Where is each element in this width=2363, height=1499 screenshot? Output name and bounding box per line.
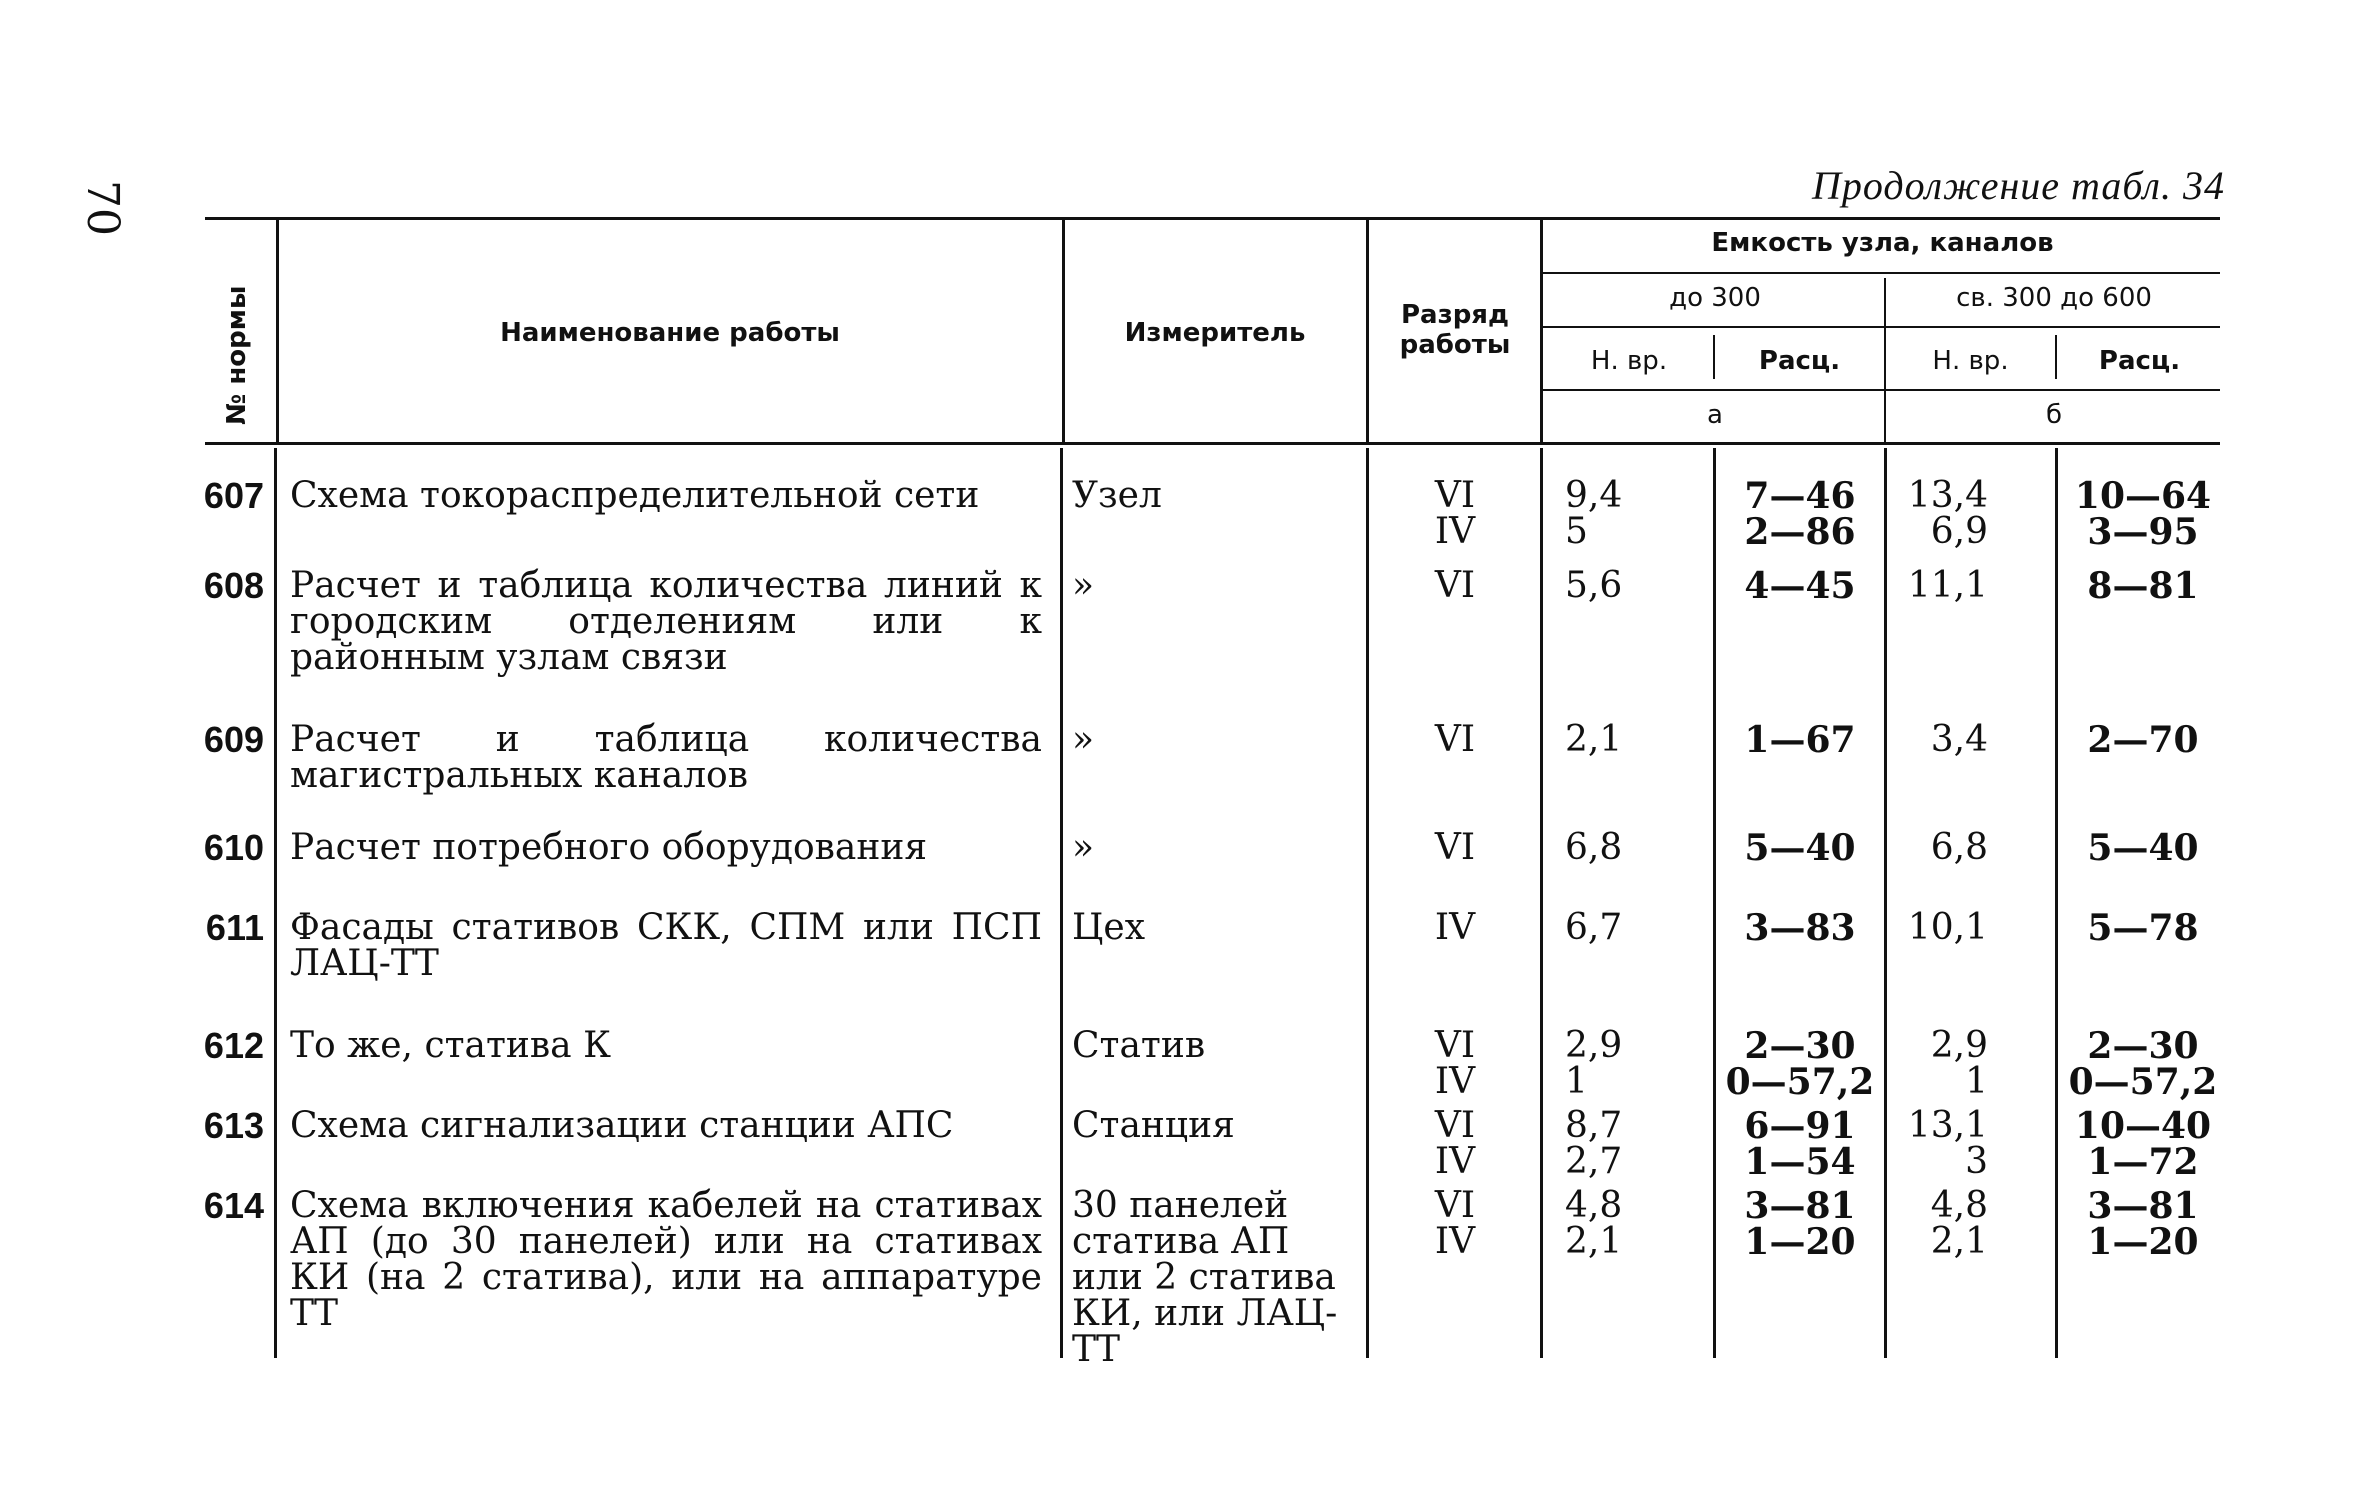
group-rule xyxy=(1542,326,2220,328)
header-divider xyxy=(276,220,279,442)
row-610-a-rate: 5—40 xyxy=(1744,827,1856,869)
row-613-unit: Станция xyxy=(1072,1105,1235,1146)
capacity-rule xyxy=(1542,272,2220,274)
header-group-a: до 300 xyxy=(1669,283,1761,313)
row-607-grade: VI IV xyxy=(1434,475,1476,552)
row-609-a-time: 2,1 xyxy=(1565,719,1623,760)
header-b-rate: Расц. xyxy=(2098,346,2181,376)
row-614-b-rate: 3—81 1—20 xyxy=(2087,1185,2199,1263)
row-611-b-time: 10,1 xyxy=(1907,907,1988,948)
row-607-no: 607 xyxy=(203,475,264,516)
header-norm-number: № нормы xyxy=(222,285,252,425)
row-608-unit: » xyxy=(1072,565,1095,606)
row-607-unit: Узел xyxy=(1072,475,1162,516)
row-614-a-rate: 3—81 1—20 xyxy=(1744,1185,1856,1263)
row-610-a-time: 6,8 xyxy=(1565,827,1623,868)
body-divider xyxy=(1884,448,1887,1358)
header-work-name: Наименование работы xyxy=(500,318,840,348)
row-611-name: Фасады стативов СКК, СПМ или ПСП ЛАЦ-ТТ xyxy=(290,907,1042,984)
row-614-a-time: 4,8 2,1 xyxy=(1565,1185,1623,1262)
header-capacity: Емкость узла, каналов xyxy=(1711,228,2054,258)
row-611-unit: Цех xyxy=(1072,907,1146,948)
header-divider xyxy=(2055,335,2057,379)
row-614-name: Схема включения кабелей на стативах АП (до 30 панелей) или на стативах КИ (на 2 статива), или на аппаратуре ТТ xyxy=(290,1185,1042,1334)
row-608-a-time: 5,6 xyxy=(1565,565,1623,606)
row-611-no: 611 xyxy=(205,907,264,948)
row-614-unit: 30 панелей статива АП или 2 статива КИ, или ЛАЦ-ТТ xyxy=(1072,1185,1338,1370)
subheader-rule xyxy=(1542,389,2220,391)
header-a-rate: Расц. xyxy=(1758,346,1841,376)
row-607-b-rate: 10—64 3—95 xyxy=(2074,475,2212,553)
row-613-b-rate: 10—40 1—72 xyxy=(2074,1105,2212,1183)
header-divider xyxy=(1713,335,1715,379)
row-612-b-time: 2,9 1 xyxy=(1930,1025,1988,1102)
header-divider xyxy=(1062,220,1065,442)
header-unit: Измеритель xyxy=(1124,318,1306,348)
row-614-no: 614 xyxy=(203,1185,264,1226)
table-continuation-caption: Продолжение табл. 34 xyxy=(1811,163,2225,208)
row-607-b-time: 13,4 6,9 xyxy=(1907,475,1988,552)
row-609-b-rate: 2—70 xyxy=(2087,719,2199,761)
body-divider xyxy=(1366,448,1369,1358)
row-613-b-time: 13,1 3 xyxy=(1907,1105,1988,1182)
row-611-grade: IV xyxy=(1434,907,1476,948)
row-612-a-rate: 2—30 0—57,2 xyxy=(1725,1025,1875,1103)
row-608-b-rate: 8—81 xyxy=(2087,565,2199,607)
row-613-a-time: 8,7 2,7 xyxy=(1565,1105,1623,1182)
row-613-a-rate: 6—91 1—54 xyxy=(1744,1105,1856,1183)
row-608-b-time: 11,1 xyxy=(1907,565,1988,606)
row-609-unit: » xyxy=(1072,719,1095,760)
page-number: 70 xyxy=(77,180,128,236)
header-b-time: Н. вр. xyxy=(1932,346,2009,376)
row-609-b-time: 3,4 xyxy=(1930,719,1988,760)
header-a-time: Н. вр. xyxy=(1590,346,1668,376)
row-612-b-rate: 2—30 0—57,2 xyxy=(2068,1025,2218,1103)
header-divider xyxy=(1540,220,1543,442)
row-609-no: 609 xyxy=(203,719,264,760)
row-611-b-rate: 5—78 xyxy=(2087,907,2199,949)
row-611-a-rate: 3—83 xyxy=(1744,907,1856,949)
row-609-a-rate: 1—67 xyxy=(1744,719,1856,761)
row-607-a-time: 9,4 5 xyxy=(1565,475,1623,552)
row-608-no: 608 xyxy=(203,565,264,606)
row-612-no: 612 xyxy=(203,1025,264,1066)
row-614-grade: VI IV xyxy=(1434,1185,1476,1262)
body-divider xyxy=(274,448,277,1358)
body-divider xyxy=(1713,448,1716,1358)
body-divider xyxy=(1540,448,1543,1358)
row-610-name: Расчет потребного оборудования xyxy=(290,827,928,868)
row-613-name: Схема сигнализации станции АПС xyxy=(290,1105,954,1146)
row-607-a-rate: 7—46 2—86 xyxy=(1744,475,1856,553)
header-col-a: а xyxy=(1707,400,1723,430)
row-610-b-rate: 5—40 xyxy=(2087,827,2199,869)
row-608-grade: VI xyxy=(1434,565,1476,606)
row-610-b-time: 6,8 xyxy=(1930,827,1988,868)
row-610-no: 610 xyxy=(203,827,264,868)
row-609-grade: VI xyxy=(1434,719,1476,760)
header-grade: Разряд работы xyxy=(1399,300,1511,360)
row-608-a-rate: 4—45 xyxy=(1744,565,1856,607)
row-610-grade: VI xyxy=(1434,827,1476,868)
row-613-grade: VI IV xyxy=(1434,1105,1476,1182)
row-608-name: Расчет и таблица количества линий к городским отделениям или к районным узлам связи xyxy=(290,565,1042,678)
body-divider xyxy=(1060,448,1063,1358)
row-609-name: Расчет и таблица количества магистральных каналов xyxy=(290,719,1042,796)
row-614-b-time: 4,8 2,1 xyxy=(1930,1185,1988,1262)
row-607-name: Схема токораспределительной сети xyxy=(290,475,980,516)
row-613-no: 613 xyxy=(203,1105,264,1146)
table-top-rule xyxy=(205,217,2220,220)
row-610-unit: » xyxy=(1072,827,1095,868)
header-divider xyxy=(1366,220,1369,442)
header-col-b: б xyxy=(2045,400,2063,430)
header-group-b: св. 300 до 600 xyxy=(1956,283,2152,313)
row-611-a-time: 6,7 xyxy=(1565,907,1623,948)
row-612-unit: Статив xyxy=(1072,1025,1206,1066)
row-612-a-time: 2,9 1 xyxy=(1565,1025,1623,1102)
header-bottom-rule xyxy=(205,442,2220,445)
row-612-name: То же, статива К xyxy=(290,1025,611,1066)
row-612-grade: VI IV xyxy=(1434,1025,1476,1102)
